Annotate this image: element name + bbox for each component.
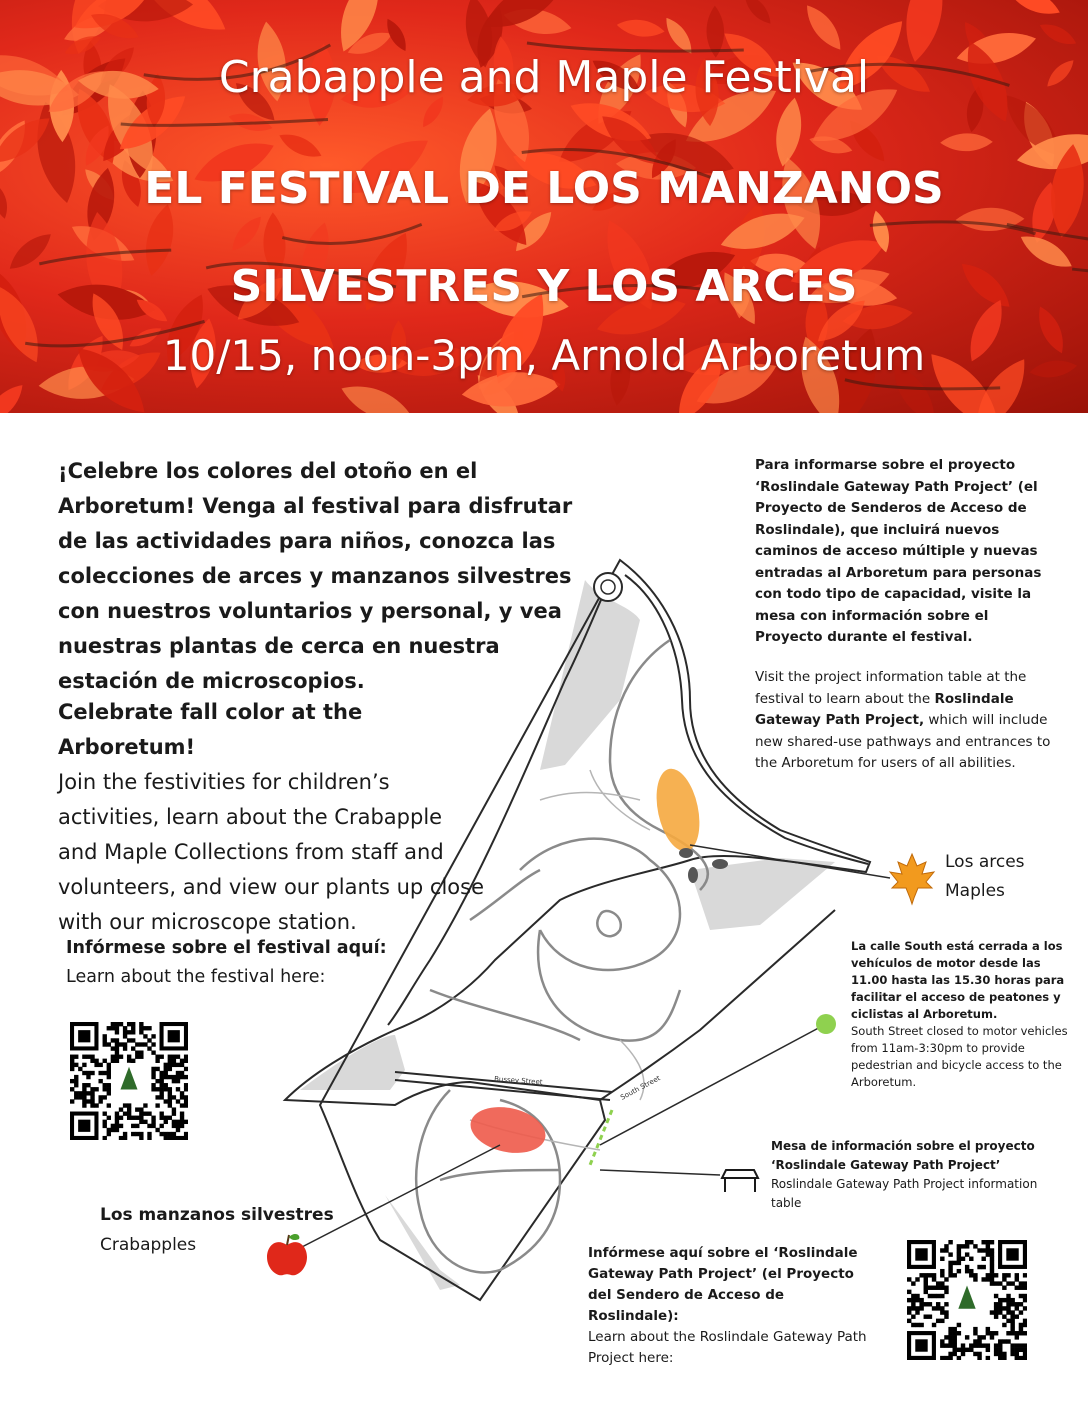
festival-qr-code[interactable] (70, 1022, 188, 1140)
hero-banner (0, 0, 1088, 413)
maple-leaf-icon (890, 854, 934, 904)
crabapples-label-en: Crabapples (100, 1235, 197, 1255)
info-table-label (771, 1137, 1071, 1213)
maples-label (945, 848, 1075, 906)
leaf-shape (0, 379, 29, 413)
festival-qr-label (66, 934, 406, 992)
arboretum-logo-icon (948, 1281, 985, 1318)
crabapples-label (100, 1200, 350, 1260)
leaf-shape (800, 0, 848, 55)
street-closure-en: South Street closed to motor vehicles from 11am-3:30pm to provide pedestrian and bicycle access to the Arboretum. (851, 1024, 1068, 1089)
crabapple-collection-area (466, 1101, 549, 1160)
title-spanish (0, 140, 1088, 336)
leaf-shape (336, 376, 418, 413)
project-name-bold: Roslindale Gateway Path Project, (755, 690, 1014, 728)
leaf-shape (1003, 0, 1063, 21)
project-info-english (755, 667, 1055, 775)
street-closure-es: La calle South está cerrada a los vehículos de motor desde las 11.00 hasta las 15.30 horas para facilitar el acceso de peatones y ciclistas al Arboretum. (851, 939, 1065, 1021)
project-qr-label-es: Infórmese aquí sobre el ‘Roslindale Gateway Path Project’ (el Proyecto del Sendero de Acceso de Roslindale): (588, 1245, 858, 1324)
festival-qr-label-es: Infórmese sobre el festival aquí: (66, 938, 387, 958)
project-qr-code[interactable] (907, 1240, 1027, 1360)
leaf-shape (740, 0, 776, 28)
info-tent-icon (722, 1170, 758, 1192)
south-street-label: South Street (619, 1074, 662, 1102)
project-info-en-text2: which will include new shared-use pathways and entrances to the Arboretum for users of all abilities. (755, 712, 1051, 771)
maples-label-es: Los arces (945, 852, 1025, 872)
title-spanish-line2: SILVESTRES Y LOS ARCES (230, 261, 858, 312)
info-table-label-en: Roslindale Gateway Path Project information table (771, 1177, 1038, 1210)
leaf-shape (1037, 19, 1079, 50)
intro-english-heading: Celebrate fall color at the Arboretum! (58, 700, 363, 759)
project-qr-label (588, 1243, 878, 1369)
project-info-spanish: Para informarse sobre el proyecto ‘Roslindale Gateway Path Project’ (el Proyecto de Senderos de Acceso de Roslindale), que incluirá nuevos caminos de acceso múltiple y nuevas entradas al Arboretum para personas con todo tipo de capacidad, visite la mesa con información sobre el Proyecto durante el festival. (755, 457, 1042, 645)
street-closure-note (851, 938, 1071, 1091)
info-table-label-es: Mesa de información sobre el proyecto ‘Roslindale Gateway Path Project’ (771, 1139, 1035, 1172)
event-date-location: 10/15, noon-3pm, Arnold Arboretum (162, 331, 926, 380)
project-qr-label-en: Learn about the Roslindale Gateway Path Project here: (588, 1329, 867, 1366)
leaf-shape (616, 17, 666, 40)
intro-spanish: ¡Celebre los colores del otoño en el Arboretum! Venga al festival para disfrutar de las actividades para niños, conozca las colecciones de arces y manzanos silvestres con nuestros voluntarios y personal, y vea nuestras plantas de cerca en nuestra estación de microscopios. (58, 459, 573, 693)
intro-english-body: Join the festivities for children’s activities, learn about the Crabapple and Maple Collections from staff and volunteers, and view our plants up close with our microscope station. (58, 770, 485, 934)
festival-qr-label-en: Learn about the festival here: (66, 967, 326, 987)
project-info-en-text1: Visit the project information table at the festival to learn about the (755, 669, 1027, 707)
maples-label-en: Maples (945, 881, 1005, 901)
road-closure-dot (816, 1014, 836, 1034)
title-spanish-line1: EL FESTIVAL DE LOS MANZANOS (144, 163, 944, 214)
intro-english (58, 695, 488, 940)
crabapples-label-es: Los manzanos silvestres (100, 1205, 334, 1225)
maple-collection-area (650, 765, 707, 855)
title-english: Crabapple and Maple Festival (218, 52, 870, 103)
entrance-circle (594, 573, 622, 601)
arboretum-logo-icon (111, 1063, 148, 1100)
bussey-street-label: Bussey Street (493, 1075, 543, 1087)
